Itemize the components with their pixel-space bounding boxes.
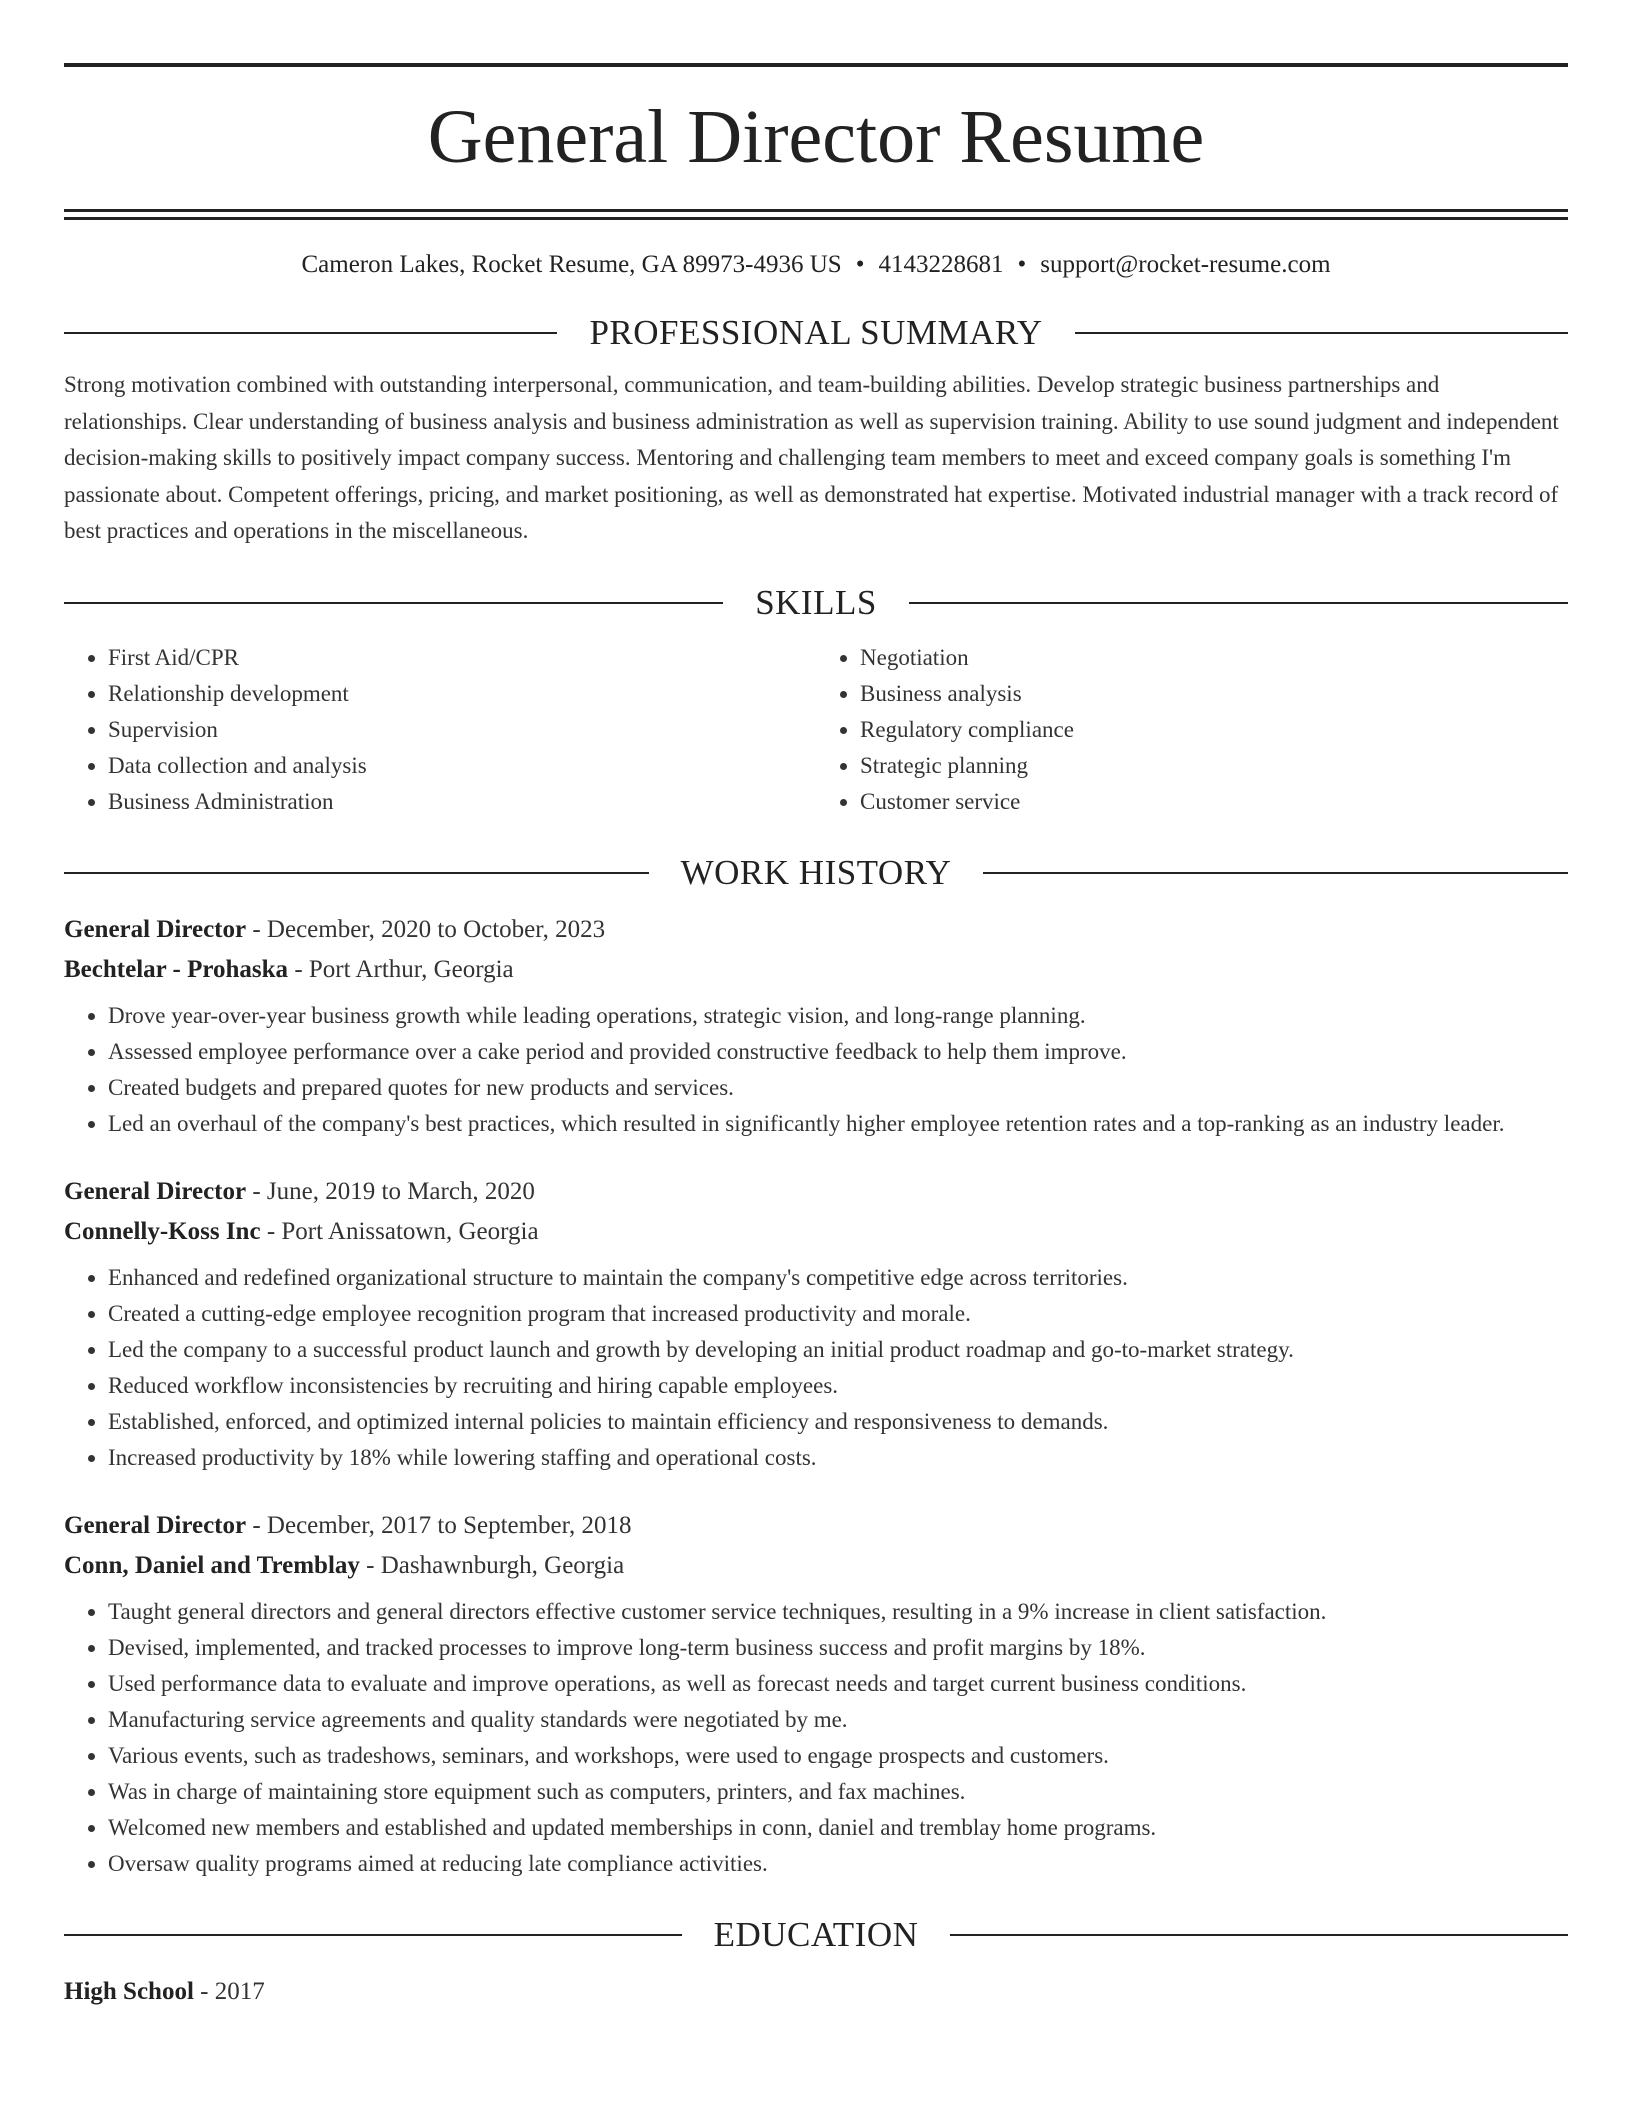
skill-item: • First Aid/CPR — [108, 640, 816, 676]
skills-column-left — [64, 640, 816, 820]
job-bullet: • Used performance data to evaluate and improve operations, as well as forecast needs and target current business conditions. — [108, 1666, 1568, 1702]
section-divider — [64, 602, 723, 604]
job-bullet: • Established, enforced, and optimized internal policies to maintain efficiency and responsiveness to demands. — [108, 1404, 1568, 1440]
job-company: Bechtelar - Prohaska — [64, 955, 289, 983]
resume-page — [64, 0, 1568, 2012]
job-bullet: • Led the company to a successful product launch and growth by developing an initial product roadmap and go-to-market strategy. — [108, 1332, 1568, 1368]
work-section-header — [64, 852, 1568, 894]
top-rule — [64, 63, 1568, 67]
section-divider — [64, 1934, 682, 1936]
contact-address: Cameron Lakes, Rocket Resume, GA 89973-4936 US — [301, 251, 842, 278]
education-degree: High School — [64, 1977, 194, 2005]
job-title-line — [64, 1172, 1568, 1212]
skill-item: • Data collection and analysis — [108, 748, 816, 784]
contact-separator: • — [855, 251, 865, 278]
job-bullet: • Created a cutting-edge employee recognition program that increased productivity and morale. — [108, 1296, 1568, 1332]
job-bullet: • Assessed employee performance over a cake period and provided constructive feedback to help them improve. — [108, 1034, 1568, 1070]
skill-item: • Business Administration — [108, 784, 816, 820]
job-location: - Port Anissatown, Georgia — [260, 1217, 539, 1245]
skill-item: • Business analysis — [860, 676, 1568, 712]
job-title: General Director — [64, 1177, 247, 1205]
job-entry — [64, 910, 1568, 1142]
job-company-line — [64, 950, 1568, 990]
title-double-rule — [64, 209, 1568, 220]
skill-item: • Regulatory compliance — [860, 712, 1568, 748]
skills-list — [64, 640, 1568, 820]
job-bullet: • Enhanced and redefined organizational structure to maintain the company's competitive edge across territories. — [108, 1260, 1568, 1296]
job-title: General Director — [64, 1511, 247, 1539]
job-location: - Port Arthur, Georgia — [288, 955, 514, 983]
education-line — [64, 1972, 1568, 2012]
contact-separator: • — [1017, 251, 1027, 278]
job-bullet: • Taught general directors and general directors effective customer service techniques, resulting in a 9% increase in client satisfaction. — [108, 1594, 1568, 1630]
job-title-line — [64, 1506, 1568, 1546]
skills-column-right — [816, 640, 1568, 820]
section-divider — [64, 332, 557, 334]
skills-section-header — [64, 582, 1568, 624]
job-location: - Dashawnburgh, Georgia — [359, 1551, 625, 1579]
job-bullet: • Devised, implemented, and tracked processes to improve long-term business success and profit margins by 18%. — [108, 1630, 1568, 1666]
education-heading: EDUCATION — [713, 1914, 919, 1954]
job-bullet: • Drove year-over-year business growth while leading operations, strategic vision, and long-range planning. — [108, 998, 1568, 1034]
skill-item: • Relationship development — [108, 676, 816, 712]
job-entry — [64, 1506, 1568, 1882]
job-bullet: • Created budgets and prepared quotes for new products and services. — [108, 1070, 1568, 1106]
job-title: General Director — [64, 915, 247, 943]
job-bullet: • Was in charge of maintaining store equipment such as computers, printers, and fax machines. — [108, 1774, 1568, 1810]
section-divider — [983, 872, 1568, 874]
summary-section-header — [64, 312, 1568, 354]
skill-item: • Supervision — [108, 712, 816, 748]
education-year: - 2017 — [193, 1977, 265, 2005]
section-divider — [1075, 332, 1568, 334]
section-divider — [950, 1934, 1568, 1936]
education-section-header — [64, 1914, 1568, 1956]
job-bullet: • Various events, such as tradeshows, seminars, and workshops, were used to engage prospects and customers. — [108, 1738, 1568, 1774]
job-bullet: • Manufacturing service agreements and quality standards were negotiated by me. — [108, 1702, 1568, 1738]
job-bullet: • Oversaw quality programs aimed at reducing late compliance activities. — [108, 1846, 1568, 1882]
job-title-line — [64, 910, 1568, 950]
section-divider — [909, 602, 1568, 604]
job-entry — [64, 1172, 1568, 1476]
job-dates: - December, 2020 to October, 2023 — [246, 915, 606, 943]
skill-item: • Customer service — [860, 784, 1568, 820]
job-company-line — [64, 1212, 1568, 1252]
summary-text: Strong motivation combined with outstanding interpersonal, communication, and team-building abilities. Develop strategic business partnerships and relationships. Clear understanding of business analysis and business administration as well as supervision training. Ability to use sound judgment and independent decision-making skills to positively impact company success. Mentoring and challenging team members to meet and exceed company goals is something I'm passionate about. Competent offerings, pricing, and market positioning, as well as demonstrated hat expertise. Motivated industrial manager with a track record of best practices and operations in the miscellaneous. — [64, 372, 1559, 543]
education-entry — [64, 1972, 1568, 2012]
work-heading: WORK HISTORY — [680, 852, 952, 892]
job-bullets — [64, 1260, 1568, 1476]
contact-email: support@rocket-resume.com — [1040, 251, 1331, 278]
job-bullets — [64, 998, 1568, 1142]
contact-line — [64, 250, 1568, 280]
job-bullet: • Welcomed new members and established and updated memberships in conn, daniel and tremblay home programs. — [108, 1810, 1568, 1846]
summary-heading: PROFESSIONAL SUMMARY — [589, 313, 1043, 352]
job-company: Connelly-Koss Inc — [64, 1217, 261, 1245]
job-company: Conn, Daniel and Tremblay — [64, 1551, 360, 1579]
section-divider — [64, 872, 649, 874]
job-bullets — [64, 1594, 1568, 1882]
job-bullet: • Led an overhaul of the company's best practices, which resulted in significantly higher employee retention rates and a top-ranking as an industry leader. — [108, 1106, 1568, 1142]
contact-phone: 4143228681 — [878, 251, 1004, 278]
job-bullet: • Reduced workflow inconsistencies by recruiting and hiring capable employees. — [108, 1368, 1568, 1404]
skill-item: • Strategic planning — [860, 748, 1568, 784]
page-title: General Director Resume — [427, 95, 1205, 179]
job-dates: - June, 2019 to March, 2020 — [246, 1177, 535, 1205]
skills-heading: SKILLS — [755, 582, 877, 622]
job-bullet: • Increased productivity by 18% while lowering staffing and operational costs. — [108, 1440, 1568, 1476]
job-company-line — [64, 1546, 1568, 1586]
job-dates: - December, 2017 to September, 2018 — [246, 1511, 632, 1539]
skill-item: • Negotiation — [860, 640, 1568, 676]
